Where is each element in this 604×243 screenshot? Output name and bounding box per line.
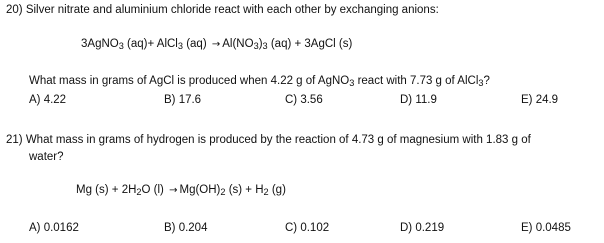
q20-eq-lhs2-sub: 3 <box>177 40 183 51</box>
q21-eq-rhs2: H <box>255 184 264 196</box>
q21-eq-rhs2-state: (g) <box>268 184 286 196</box>
q20-stem: 20) Silver nitrate and aluminium chloride react with each other by exchanging anions: <box>6 4 439 16</box>
q20-eq-lhs2: AlCl <box>154 38 178 50</box>
q21-eq-rhs1-sub: 2 <box>220 186 226 197</box>
q21-eq-lhs2-rest: O (l) <box>141 184 164 196</box>
q20-equation <box>81 38 352 50</box>
q20-eq-lhs2-state: (aq) <box>183 38 207 50</box>
q21-stem-line1: 21) What mass in grams of hydrogen is produced by the reaction of 4.73 g of magnesium with 1.83 g of <box>6 134 531 146</box>
q20-choice-c[interactable]: C) 3.56 <box>285 94 323 106</box>
q21-eq-lhs2-sub: 2 <box>136 186 142 197</box>
q21-choice-b[interactable]: B) 0.204 <box>164 222 208 234</box>
q20-eq-rhs1-mid: ) <box>258 38 263 50</box>
q21-stem-line2: water? <box>29 151 64 163</box>
q21-choice-d[interactable]: D) 0.219 <box>400 222 445 234</box>
q20-eq-rhs1-sub1: 3 <box>253 40 259 51</box>
q20-question-pre: What mass in grams of AgCl is produced when 4.22 g of AgNO <box>29 75 350 87</box>
q20-eq-rhs1-sub2: 3 <box>262 40 268 51</box>
q21-equation <box>76 184 286 196</box>
q21-eq-plus1: + <box>108 184 122 196</box>
q21-eq-rhs2-sub: 2 <box>263 186 269 197</box>
q21-choice-c[interactable]: C) 0.102 <box>285 222 330 234</box>
q21-choice-a[interactable]: A) 0.0162 <box>29 222 79 234</box>
q20-question-mid: react with 7.73 g of AlCl <box>354 75 479 87</box>
q20-eq-lhs1: 3AgNO <box>81 38 119 50</box>
q20-eq-lhs1-sub: 3 <box>118 40 124 51</box>
reaction-arrow-icon: → <box>169 185 178 196</box>
q21-eq-rhs1-state: (s) <box>225 184 243 196</box>
q20-choice-b[interactable]: B) 17.6 <box>164 94 202 106</box>
q20-eq-lhs1-state: (aq)+ <box>123 38 155 50</box>
q21-eq-lhs1: Mg (s) <box>76 184 109 196</box>
q21-eq-lhs2: 2H <box>121 184 137 196</box>
q20-eq-rhs2: 3AgCl (s) <box>301 38 353 50</box>
q21-eq-plus2: + <box>242 184 256 196</box>
q20-choice-d[interactable]: D) 11.9 <box>400 94 437 106</box>
q20-eq-rhs1: Al(NO <box>222 38 254 50</box>
q20-question-post: ? <box>483 75 490 87</box>
q21-choice-e[interactable]: E) 0.0485 <box>521 222 571 234</box>
q20-question <box>29 75 490 87</box>
q20-question-sub2: 3 <box>478 77 484 88</box>
q20-eq-rhs1-state: (aq) + <box>267 38 302 50</box>
q20-question-sub1: 3 <box>349 77 355 88</box>
q20-choice-e[interactable]: E) 24.9 <box>521 94 559 106</box>
q20-choice-a[interactable]: A) 4.22 <box>29 94 67 106</box>
reaction-arrow-icon: → <box>211 39 221 50</box>
q21-eq-rhs1: Mg(OH) <box>179 184 221 196</box>
